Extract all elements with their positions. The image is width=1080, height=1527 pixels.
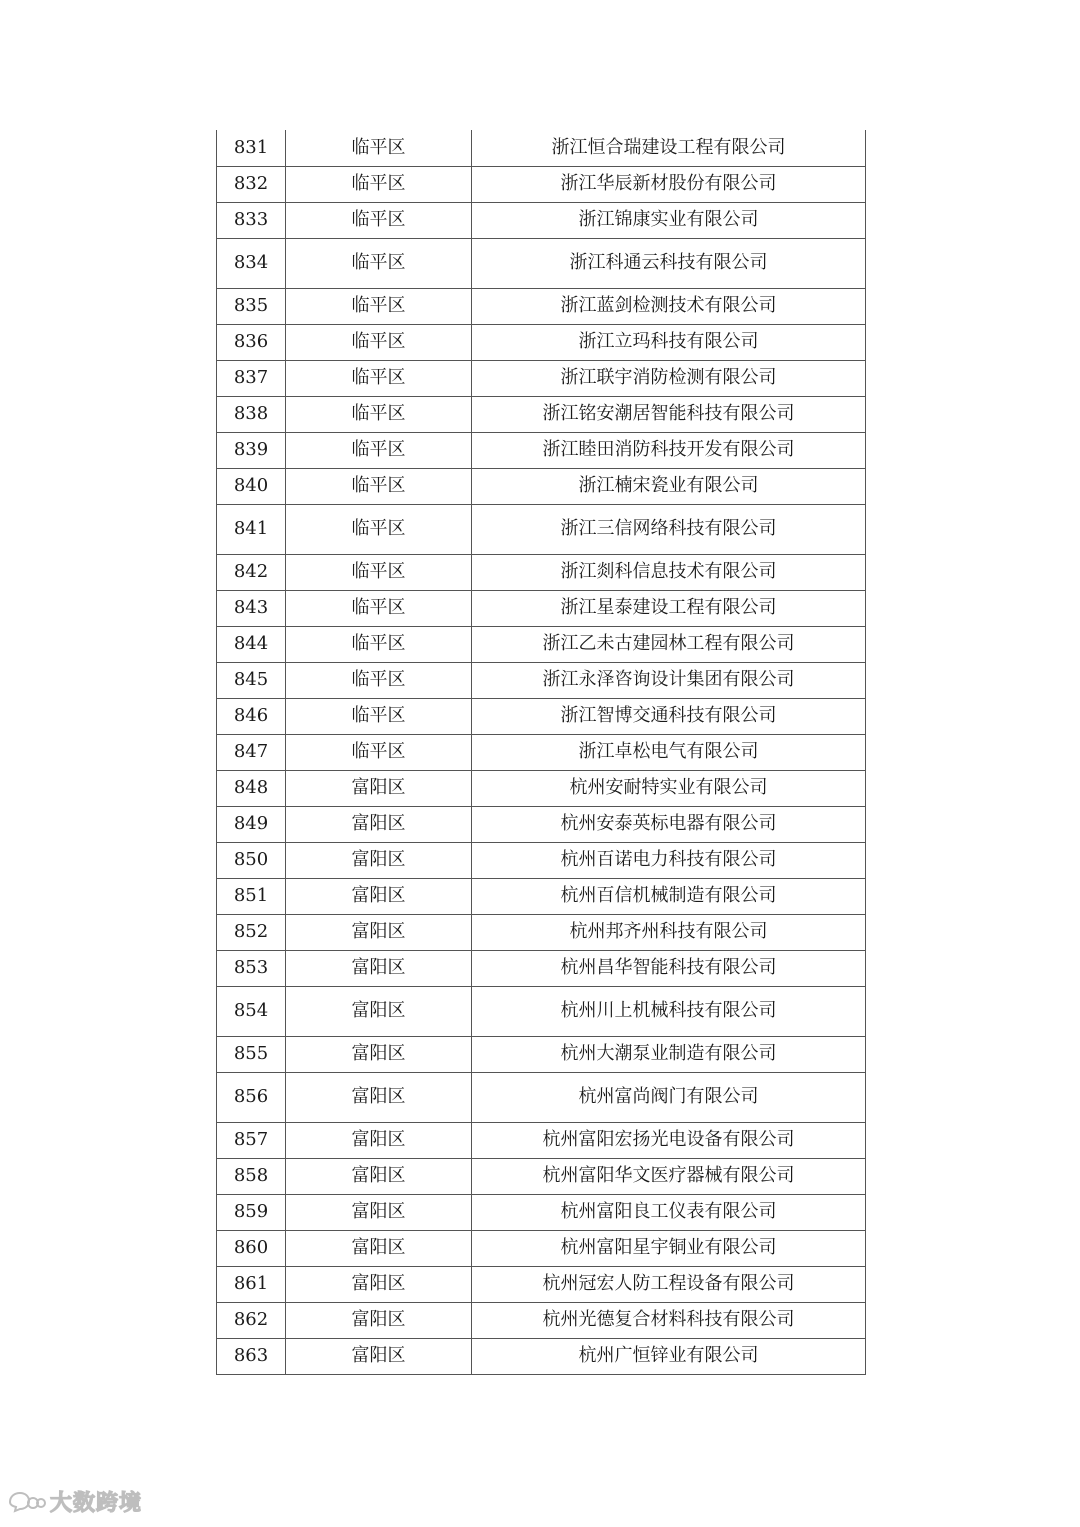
company-list-body [217, 130, 866, 1374]
district-cell: 临平区 [286, 166, 472, 202]
company-name-cell: 杭州冠宏人防工程设备有限公司 [472, 1266, 866, 1302]
company-name-cell: 浙江蓝剑检测技术有限公司 [472, 288, 866, 324]
company-name-cell: 浙江剡科信息技术有限公司 [472, 554, 866, 590]
row-number-cell: 834 [217, 238, 286, 288]
district-cell: 临平区 [286, 734, 472, 770]
table-row [217, 914, 866, 950]
table-row [217, 1230, 866, 1266]
district-cell: 临平区 [286, 238, 472, 288]
district-cell: 临平区 [286, 626, 472, 662]
row-number-cell: 861 [217, 1266, 286, 1302]
table-row [217, 986, 866, 1036]
district-cell: 富阳区 [286, 1122, 472, 1158]
table-row [217, 504, 866, 554]
company-name-cell: 浙江锦康实业有限公司 [472, 202, 866, 238]
table-row [217, 468, 866, 504]
table-row [217, 698, 866, 734]
table-row [217, 1302, 866, 1338]
company-name-cell: 浙江乙未古建园林工程有限公司 [472, 626, 866, 662]
company-name-cell: 杭州安耐特实业有限公司 [472, 770, 866, 806]
table-row [217, 1194, 866, 1230]
company-name-cell: 杭州富阳良工仪表有限公司 [472, 1194, 866, 1230]
table-row [217, 166, 866, 202]
district-cell: 临平区 [286, 468, 472, 504]
company-name-cell: 浙江睦田消防科技开发有限公司 [472, 432, 866, 468]
row-number-cell: 854 [217, 986, 286, 1036]
district-cell: 富阳区 [286, 1036, 472, 1072]
table-row [217, 288, 866, 324]
company-name-cell: 杭州富阳华文医疗器械有限公司 [472, 1158, 866, 1194]
row-number-cell: 850 [217, 842, 286, 878]
district-cell: 富阳区 [286, 986, 472, 1036]
row-number-cell: 839 [217, 432, 286, 468]
row-number-cell: 852 [217, 914, 286, 950]
row-number-cell: 860 [217, 1230, 286, 1266]
company-name-cell: 杭州富阳宏扬光电设备有限公司 [472, 1122, 866, 1158]
table-row [217, 950, 866, 986]
company-list-table [216, 130, 866, 1375]
company-name-cell: 杭州安泰英标电器有限公司 [472, 806, 866, 842]
row-number-cell: 856 [217, 1072, 286, 1122]
row-number-cell: 851 [217, 878, 286, 914]
company-name-cell: 杭州邦齐州科技有限公司 [472, 914, 866, 950]
district-cell: 富阳区 [286, 914, 472, 950]
row-number-cell: 843 [217, 590, 286, 626]
row-number-cell: 847 [217, 734, 286, 770]
table-row [217, 626, 866, 662]
company-name-cell: 浙江立玛科技有限公司 [472, 324, 866, 360]
row-number-cell: 859 [217, 1194, 286, 1230]
row-number-cell: 853 [217, 950, 286, 986]
company-name-cell: 杭州广恒锌业有限公司 [472, 1338, 866, 1374]
district-cell: 临平区 [286, 698, 472, 734]
company-name-cell: 杭州昌华智能科技有限公司 [472, 950, 866, 986]
table-row [217, 1338, 866, 1374]
table-row [217, 662, 866, 698]
row-number-cell: 849 [217, 806, 286, 842]
district-cell: 临平区 [286, 130, 472, 166]
row-number-cell: 841 [217, 504, 286, 554]
row-number-cell: 857 [217, 1122, 286, 1158]
district-cell: 富阳区 [286, 1230, 472, 1266]
row-number-cell: 835 [217, 288, 286, 324]
row-number-cell: 862 [217, 1302, 286, 1338]
district-cell: 富阳区 [286, 950, 472, 986]
table-row [217, 1036, 866, 1072]
table-row [217, 842, 866, 878]
district-cell: 临平区 [286, 432, 472, 468]
row-number-cell: 845 [217, 662, 286, 698]
row-number-cell: 838 [217, 396, 286, 432]
company-name-cell: 浙江卓松电气有限公司 [472, 734, 866, 770]
company-name-cell: 浙江铭安潮居智能科技有限公司 [472, 396, 866, 432]
row-number-cell: 840 [217, 468, 286, 504]
company-name-cell: 浙江三信网络科技有限公司 [472, 504, 866, 554]
row-number-cell: 836 [217, 324, 286, 360]
district-cell: 临平区 [286, 360, 472, 396]
row-number-cell: 848 [217, 770, 286, 806]
district-cell: 临平区 [286, 396, 472, 432]
district-cell: 临平区 [286, 554, 472, 590]
district-cell: 临平区 [286, 202, 472, 238]
district-cell: 富阳区 [286, 1194, 472, 1230]
table-row [217, 1072, 866, 1122]
district-cell: 富阳区 [286, 842, 472, 878]
table-row [217, 1158, 866, 1194]
company-name-cell: 浙江华辰新材股份有限公司 [472, 166, 866, 202]
table-row [217, 770, 866, 806]
district-cell: 富阳区 [286, 1302, 472, 1338]
district-cell: 临平区 [286, 662, 472, 698]
district-cell: 临平区 [286, 324, 472, 360]
table-row [217, 130, 866, 166]
company-name-cell: 杭州百诺电力科技有限公司 [472, 842, 866, 878]
district-cell: 富阳区 [286, 770, 472, 806]
table-row [217, 360, 866, 396]
table-row [217, 238, 866, 288]
district-cell: 临平区 [286, 590, 472, 626]
company-name-cell: 杭州富尚阀门有限公司 [472, 1072, 866, 1122]
row-number-cell: 832 [217, 166, 286, 202]
district-cell: 临平区 [286, 504, 472, 554]
district-cell: 富阳区 [286, 1072, 472, 1122]
company-name-cell: 杭州百信机械制造有限公司 [472, 878, 866, 914]
table-row [217, 202, 866, 238]
row-number-cell: 837 [217, 360, 286, 396]
row-number-cell: 833 [217, 202, 286, 238]
district-cell: 富阳区 [286, 1158, 472, 1194]
company-name-cell: 浙江科通云科技有限公司 [472, 238, 866, 288]
district-cell: 富阳区 [286, 1338, 472, 1374]
district-cell: 富阳区 [286, 806, 472, 842]
company-name-cell: 浙江恒合瑞建设工程有限公司 [472, 130, 866, 166]
table-row [217, 554, 866, 590]
row-number-cell: 831 [217, 130, 286, 166]
table-row [217, 1266, 866, 1302]
company-name-cell: 杭州川上机械科技有限公司 [472, 986, 866, 1036]
company-name-cell: 杭州富阳星宇铜业有限公司 [472, 1230, 866, 1266]
row-number-cell: 858 [217, 1158, 286, 1194]
company-name-cell: 浙江永泽咨询设计集团有限公司 [472, 662, 866, 698]
district-cell: 临平区 [286, 288, 472, 324]
company-name-cell: 杭州大潮泵业制造有限公司 [472, 1036, 866, 1072]
row-number-cell: 846 [217, 698, 286, 734]
table-row [217, 806, 866, 842]
table-row [217, 878, 866, 914]
speech-bubble-logo-icon [6, 1490, 46, 1514]
watermark [6, 1486, 142, 1517]
company-name-cell: 浙江智博交通科技有限公司 [472, 698, 866, 734]
table-row [217, 1122, 866, 1158]
watermark-text: 大数跨境 [50, 1491, 143, 1516]
company-name-cell: 浙江星泰建设工程有限公司 [472, 590, 866, 626]
company-name-cell: 浙江楠宋瓷业有限公司 [472, 468, 866, 504]
table-row [217, 396, 866, 432]
company-name-cell: 浙江联宇消防检测有限公司 [472, 360, 866, 396]
district-cell: 富阳区 [286, 1266, 472, 1302]
row-number-cell: 863 [217, 1338, 286, 1374]
table-row [217, 432, 866, 468]
company-name-cell: 杭州光德复合材料科技有限公司 [472, 1302, 866, 1338]
row-number-cell: 842 [217, 554, 286, 590]
table-row [217, 590, 866, 626]
table-row [217, 734, 866, 770]
district-cell: 富阳区 [286, 878, 472, 914]
table-row [217, 324, 866, 360]
row-number-cell: 844 [217, 626, 286, 662]
row-number-cell: 855 [217, 1036, 286, 1072]
